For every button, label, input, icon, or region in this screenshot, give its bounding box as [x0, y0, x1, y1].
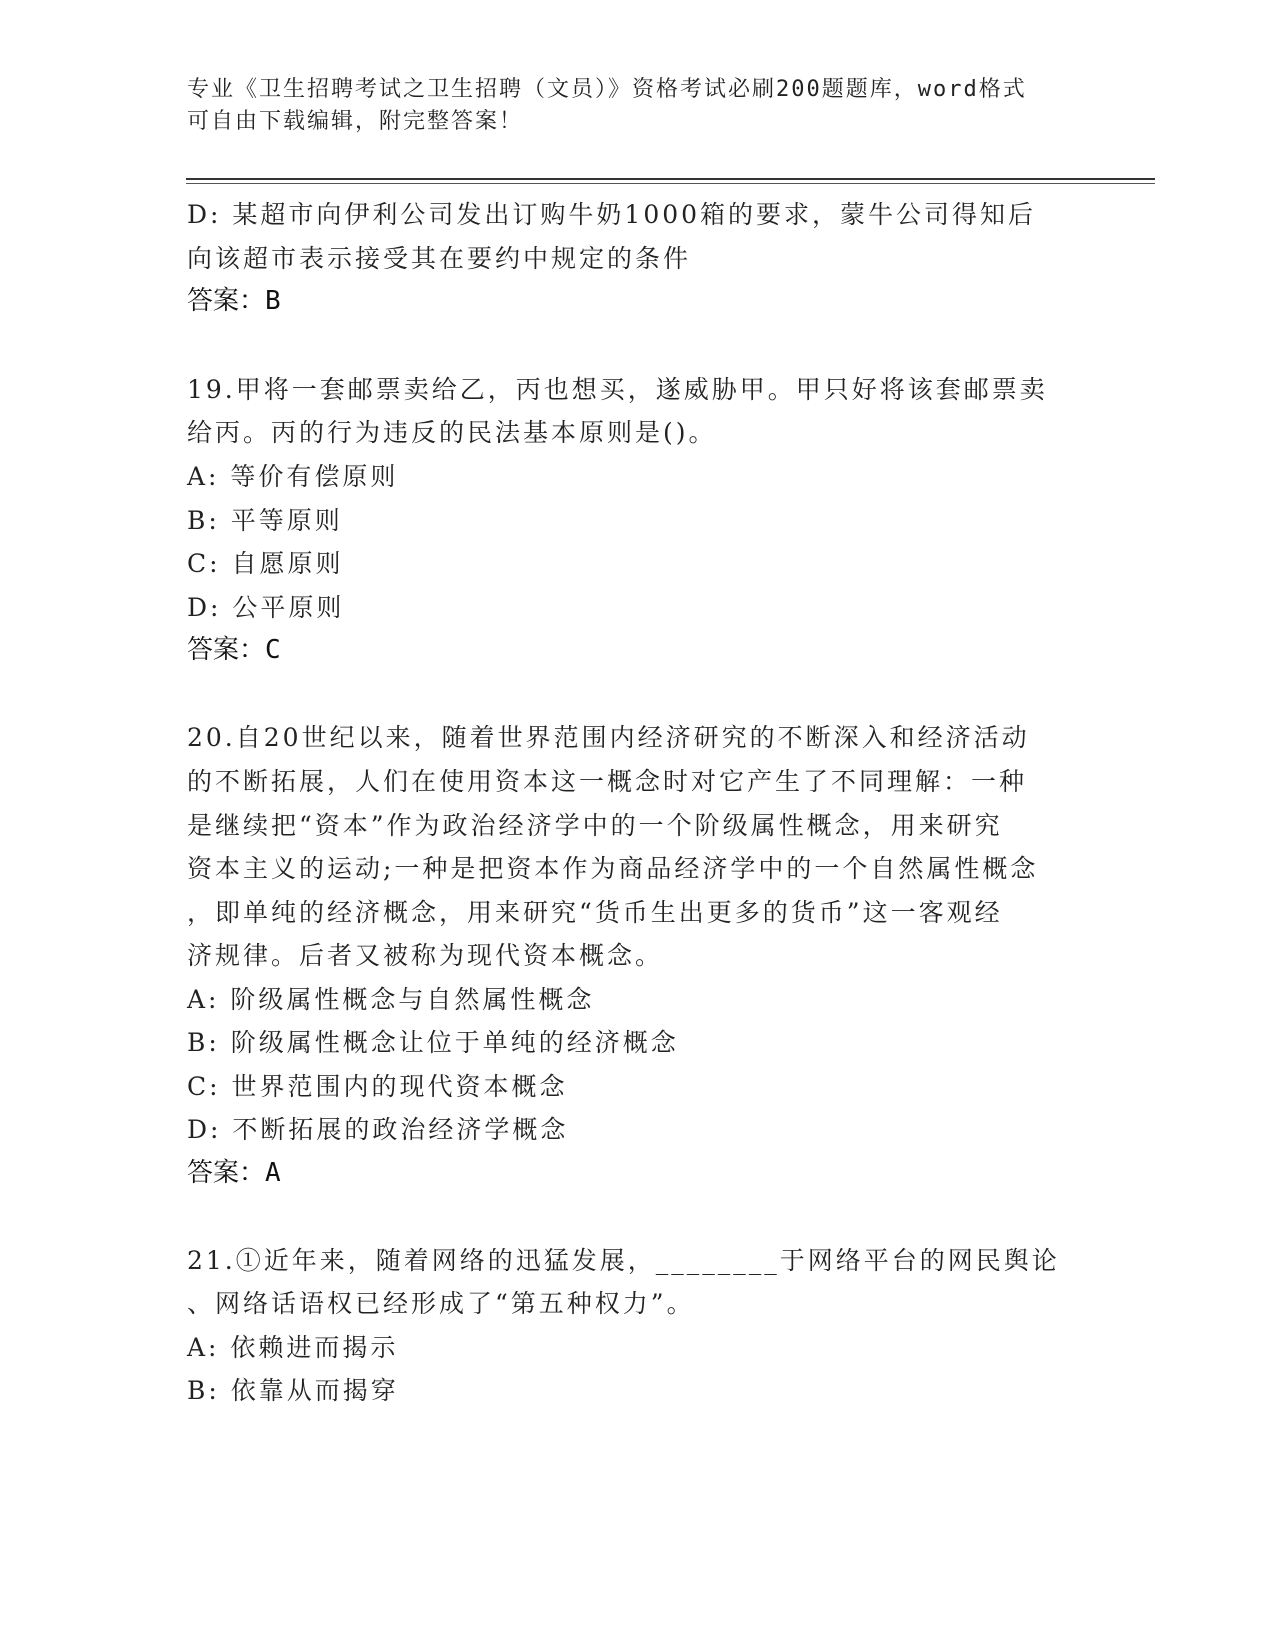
document-header [187, 74, 1087, 138]
q18-option-d-line-2: 向该超市表示接受其在要约中规定的条件 [187, 244, 692, 273]
q20-option-b: B: 阶级属性概念让位于单纯的经济概念 [187, 1028, 679, 1057]
q20-option-c: C: 世界范围内的现代资本概念 [187, 1072, 568, 1101]
q21-stem-line-1: 21.①近年来，随着网络的迅猛发展，________于网络平台的网民舆论 [187, 1246, 1060, 1275]
q19-option-d: D: 公平原则 [187, 593, 345, 622]
q19-option-c: C: 自愿原则 [187, 549, 344, 578]
answer-label: 答案： [187, 1158, 266, 1188]
answer-value: C [265, 635, 281, 665]
q18-option-d-line-1: D: 某超市向伊利公司发出订购牛奶1000箱的要求，蒙牛公司得知后 [187, 200, 1037, 229]
q19-stem-line-1: 19.甲将一套邮票卖给乙，丙也想买，遂威胁甲。甲只好将该套邮票卖 [187, 375, 1048, 404]
q20-stem-line-1: 20.自20世纪以来，随着世界范围内经济研究的不断深入和经济活动 [187, 723, 1030, 752]
q19-answer [187, 628, 281, 673]
q21-stem-line-2: 、网络话语权已经形成了“第五种权力”。 [187, 1289, 695, 1318]
q19-option-b: B: 平等原则 [187, 506, 343, 535]
header-line-2: 可自由下载编辑，附完整答案！ [187, 109, 524, 134]
q20-stem-line-4: 资本主义的运动;一种是把资本作为商品经济学中的一个自然属性概念 [187, 854, 1039, 883]
q20-stem-line-5: ，即单纯的经济概念，用来研究“货币生出更多的货币”这一客观经 [187, 898, 1003, 927]
q20-stem-line-6: 济规律。后者又被称为现代资本概念。 [187, 941, 664, 970]
q18-answer [187, 279, 281, 324]
answer-label: 答案： [187, 286, 266, 316]
q20-stem-line-3: 是继续把“资本”作为政治经济学中的一个阶级属性概念，用来研究 [187, 811, 1003, 840]
header-line-1: 专业《卫生招聘考试之卫生招聘（文员）》资格考试必刷200题题库，word格式 [187, 77, 1027, 102]
q20-option-a: A: 阶级属性概念与自然属性概念 [187, 985, 595, 1014]
q21-option-b: B: 依靠从而揭穿 [187, 1376, 399, 1405]
answer-value: A [265, 1158, 281, 1188]
q19-option-a: A: 等价有偿原则 [187, 462, 399, 491]
q19-stem-line-2: 给丙。丙的行为违反的民法基本原则是()。 [187, 418, 717, 447]
q20-stem-line-2: 的不断拓展，人们在使用资本这一概念时对它产生了不同理解：一种 [187, 767, 1028, 796]
answer-value: B [265, 286, 281, 316]
header-divider-thin [186, 183, 1155, 184]
q21-option-a: A: 依赖进而揭示 [187, 1333, 399, 1362]
q20-option-d: D: 不断拓展的政治经济学概念 [187, 1115, 569, 1144]
header-divider-thick [186, 178, 1155, 180]
answer-label: 答案： [187, 635, 266, 665]
q20-answer [187, 1151, 281, 1196]
